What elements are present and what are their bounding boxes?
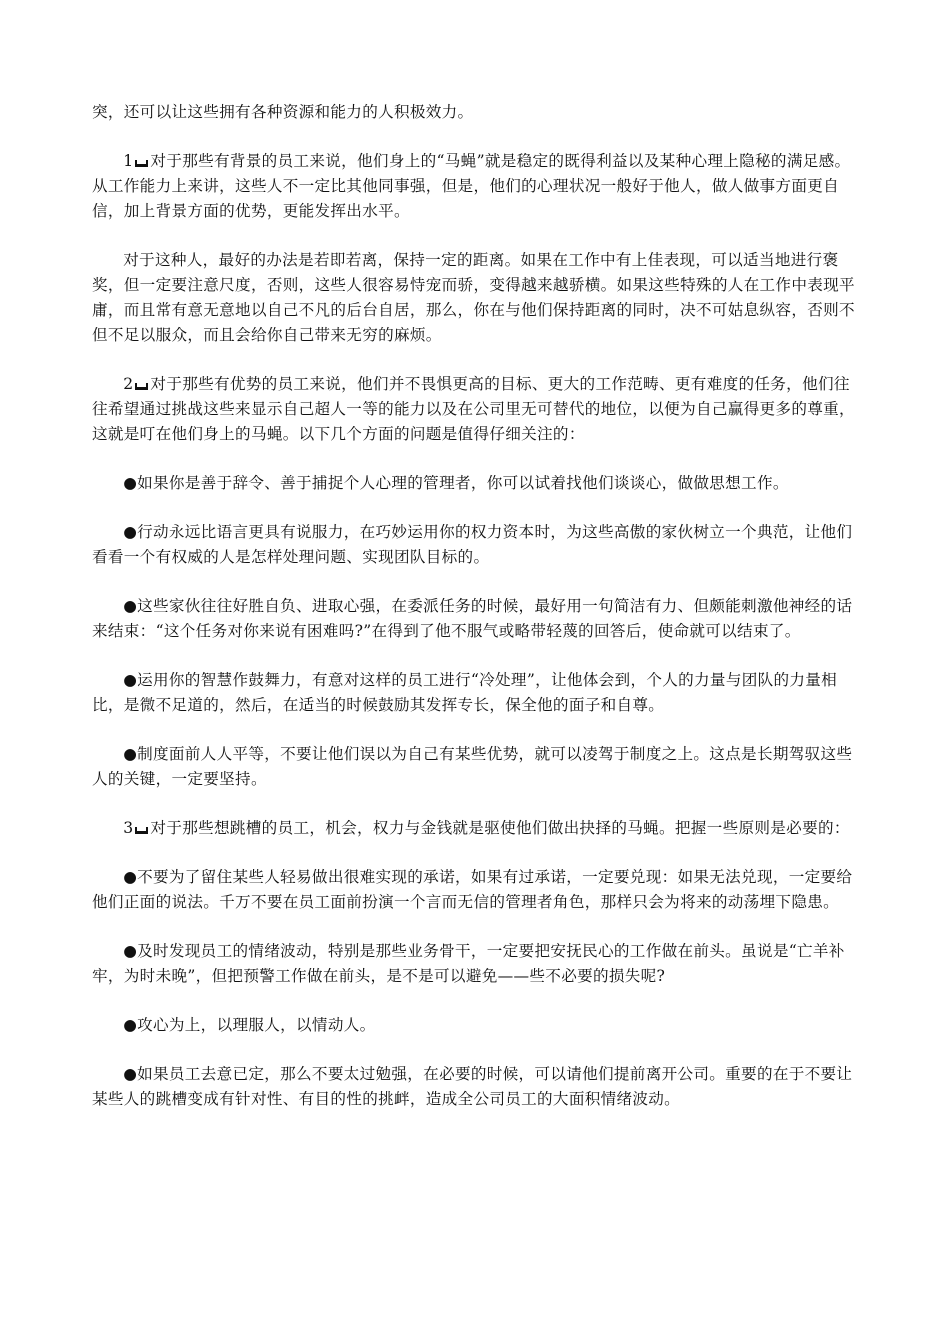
list-marker-icon xyxy=(135,383,148,390)
bullet-paragraph xyxy=(92,1062,862,1112)
paragraph-text: ●制度面前人人平等，不要让他们误以为自己有某些优势，就可以凌驾于制度之上。这点是长期驾驭这些人的关键，一定要坚持。 xyxy=(92,745,853,788)
bullet-paragraph xyxy=(92,668,862,718)
list-number: 2 xyxy=(123,375,134,393)
bullet-paragraph xyxy=(92,1013,862,1038)
paragraph-numbered-2 xyxy=(92,372,862,447)
paragraph-text: 对于那些有优势的员工来说，他们并不畏惧更高的目标、更大的工作范畴、更有难度的任务，他们往往希望通过挑战这些来显示自己超人一等的能力以及在公司里无可替代的地位，以便为自己赢得更多的尊重，这就是叮在他们身上的马蝇。以下几个方面的问题是值得仔细关注的： xyxy=(92,375,855,443)
paragraph-text: ●行动永远比语言更具有说服力，在巧妙运用你的权力资本时，为这些高傲的家伙树立一个典范，让他们看看一个有权威的人是怎样处理问题、实现团队目标的。 xyxy=(92,523,853,566)
paragraph-text: ●如果你是善于辞令、善于捕捉个人心理的管理者，你可以试着找他们谈谈心，做做思想工作。 xyxy=(123,474,789,492)
paragraph-text: 对于那些有背景的员工来说，他们身上的“马蝇”就是稳定的既得利益以及某种心理上隐秘的满足感。从工作能力上来讲，这些人不一定比其他同事强，但是，他们的心理状况一般好于他人，做人做事方面更自信，加上背景方面的优势，更能发挥出水平。 xyxy=(92,152,851,220)
bullet-paragraph xyxy=(92,742,862,792)
list-marker-icon xyxy=(135,160,148,167)
paragraph-continuation xyxy=(92,100,862,125)
paragraph-text: ●及时发现员工的情绪波动，特别是那些业务骨干，一定要把安抚民心的工作做在前头。虽说是“亡羊补牢，为时未晚”，但把预警工作做在前头，是不是可以避免——些不必要的损失呢? xyxy=(92,942,845,985)
paragraph-text: ●运用你的智慧作鼓舞力，有意对这样的员工进行“冷处理”，让他体会到，个人的力量与团队的力量相比，是微不足道的，然后，在适当的时候鼓励其发挥专长，保全他的面子和自尊。 xyxy=(92,671,838,714)
bullet-paragraph xyxy=(92,471,862,496)
bullet-paragraph xyxy=(92,520,862,570)
bullet-paragraph xyxy=(92,594,862,644)
paragraph-text: ●攻心为上，以理服人，以情动人。 xyxy=(123,1016,376,1034)
paragraph-numbered-1 xyxy=(92,149,862,224)
list-number: 3 xyxy=(123,819,134,837)
document-body xyxy=(92,100,862,1136)
paragraph-text: 突，还可以让这些拥有各种资源和能力的人积极效力。 xyxy=(92,103,474,121)
paragraph-text: ●不要为了留住某些人轻易做出很难实现的承诺，如果有过承诺，一定要兑现：如果无法兑现，一定要给他们正面的说法。千万不要在员工面前扮演一个言而无信的管理者角色，那样只会为将来的动荡埋下隐患。 xyxy=(92,868,853,911)
bullet-paragraph xyxy=(92,939,862,989)
paragraph-text: ●这些家伙往往好胜自负、进取心强，在委派任务的时候，最好用一句简洁有力、但颇能刺激他神经的话来结束：“这个任务对你来说有困难吗?”在得到了他不服气或略带轻蔑的回答后，使命就可以结束了。 xyxy=(92,597,853,640)
bullet-paragraph xyxy=(92,865,862,915)
list-marker-icon xyxy=(135,827,148,834)
list-number: 1 xyxy=(123,152,134,170)
paragraph-text: 对于这种人，最好的办法是若即若离，保持一定的距离。如果在工作中有上佳表现，可以适当地进行褒奖，但一定要注意尺度，否则，这些人很容易恃宠而骄，变得越来越骄横。如果这些特殊的人在工作中表现平庸，而且常有意无意地以自己不凡的后台自居，那么，你在与他们保持距离的同时，决不可姑息纵容，否则不但不足以服众，而且会给你自己带来无穷的麻烦。 xyxy=(92,251,855,344)
paragraph-text: ●如果员工去意已定，那么不要太过勉强，在必要的时候，可以请他们提前离开公司。重要的在于不要让某些人的跳槽变成有针对性、有目的性的挑衅，造成全公司员工的大面积情绪波动。 xyxy=(92,1065,853,1108)
paragraph xyxy=(92,248,862,348)
paragraph-numbered-3 xyxy=(92,816,862,841)
paragraph-text: 对于那些想跳槽的员工，机会，权力与金钱就是驱使他们做出抉择的马蝇。把握一些原则是必要的： xyxy=(150,819,850,837)
